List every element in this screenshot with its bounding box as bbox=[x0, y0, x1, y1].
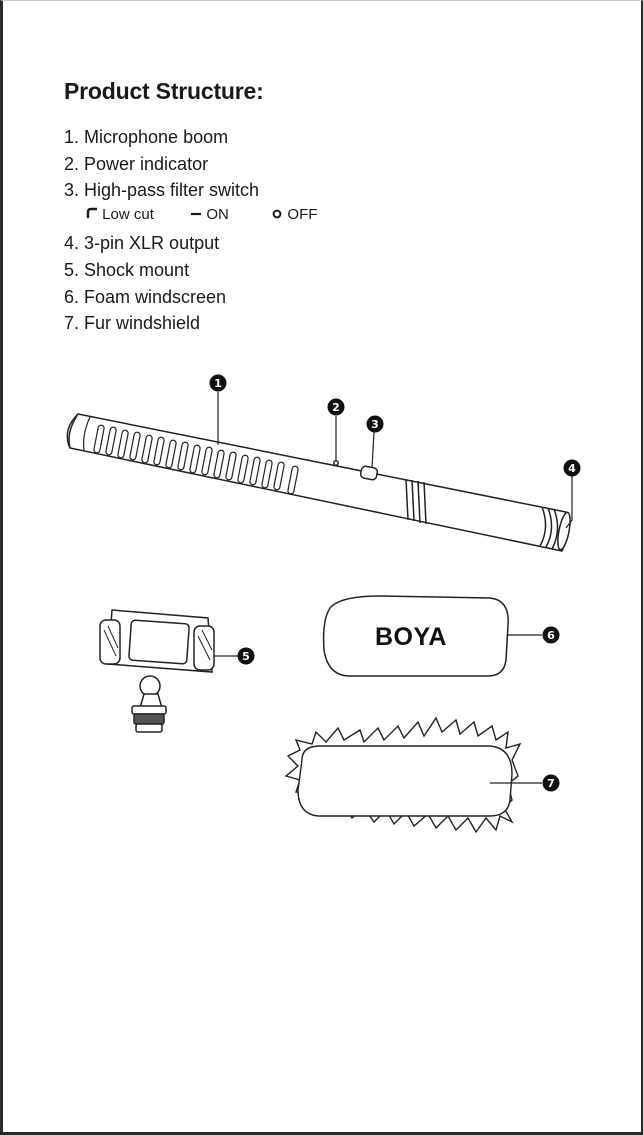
list-item: 5. Shock mount bbox=[64, 259, 190, 280]
callout-4 bbox=[564, 460, 581, 477]
callout-2 bbox=[328, 399, 345, 416]
svg-text:7: 7 bbox=[547, 777, 555, 790]
microphone-boom bbox=[67, 414, 572, 551]
svg-text:2: 2 bbox=[332, 401, 340, 414]
off-label: OFF bbox=[287, 206, 318, 223]
callout-5 bbox=[238, 648, 255, 665]
list-item: 7. Fur windshield bbox=[64, 313, 201, 334]
svg-text:3: 3 bbox=[371, 418, 379, 431]
fur-windshield bbox=[286, 718, 520, 832]
leader-lines bbox=[214, 392, 572, 783]
list-item: 3. High-pass filter switch bbox=[64, 180, 260, 201]
on-label: ON bbox=[206, 206, 229, 223]
svg-text:5: 5 bbox=[242, 650, 250, 663]
foam-windscreen bbox=[324, 596, 509, 676]
windscreen-logo: BOYA bbox=[375, 623, 447, 651]
svg-text:4: 4 bbox=[568, 462, 576, 475]
list-item: 1. Microphone boom bbox=[64, 127, 229, 147]
svg-text:1: 1 bbox=[214, 377, 222, 390]
callout-1 bbox=[210, 375, 227, 392]
low-cut-label: Low cut bbox=[102, 206, 154, 223]
svg-text:6: 6 bbox=[547, 629, 555, 642]
list-item: 2. Power indicator bbox=[64, 153, 209, 174]
section-title: Product Structure: bbox=[64, 78, 264, 104]
shock-mount bbox=[100, 610, 214, 732]
list-item: 6. Foam windscreen bbox=[64, 286, 227, 307]
list-item: 4. 3-pin XLR output bbox=[64, 233, 220, 254]
callout-7 bbox=[543, 775, 560, 792]
callout-3 bbox=[367, 416, 384, 433]
callout-6 bbox=[543, 627, 560, 644]
